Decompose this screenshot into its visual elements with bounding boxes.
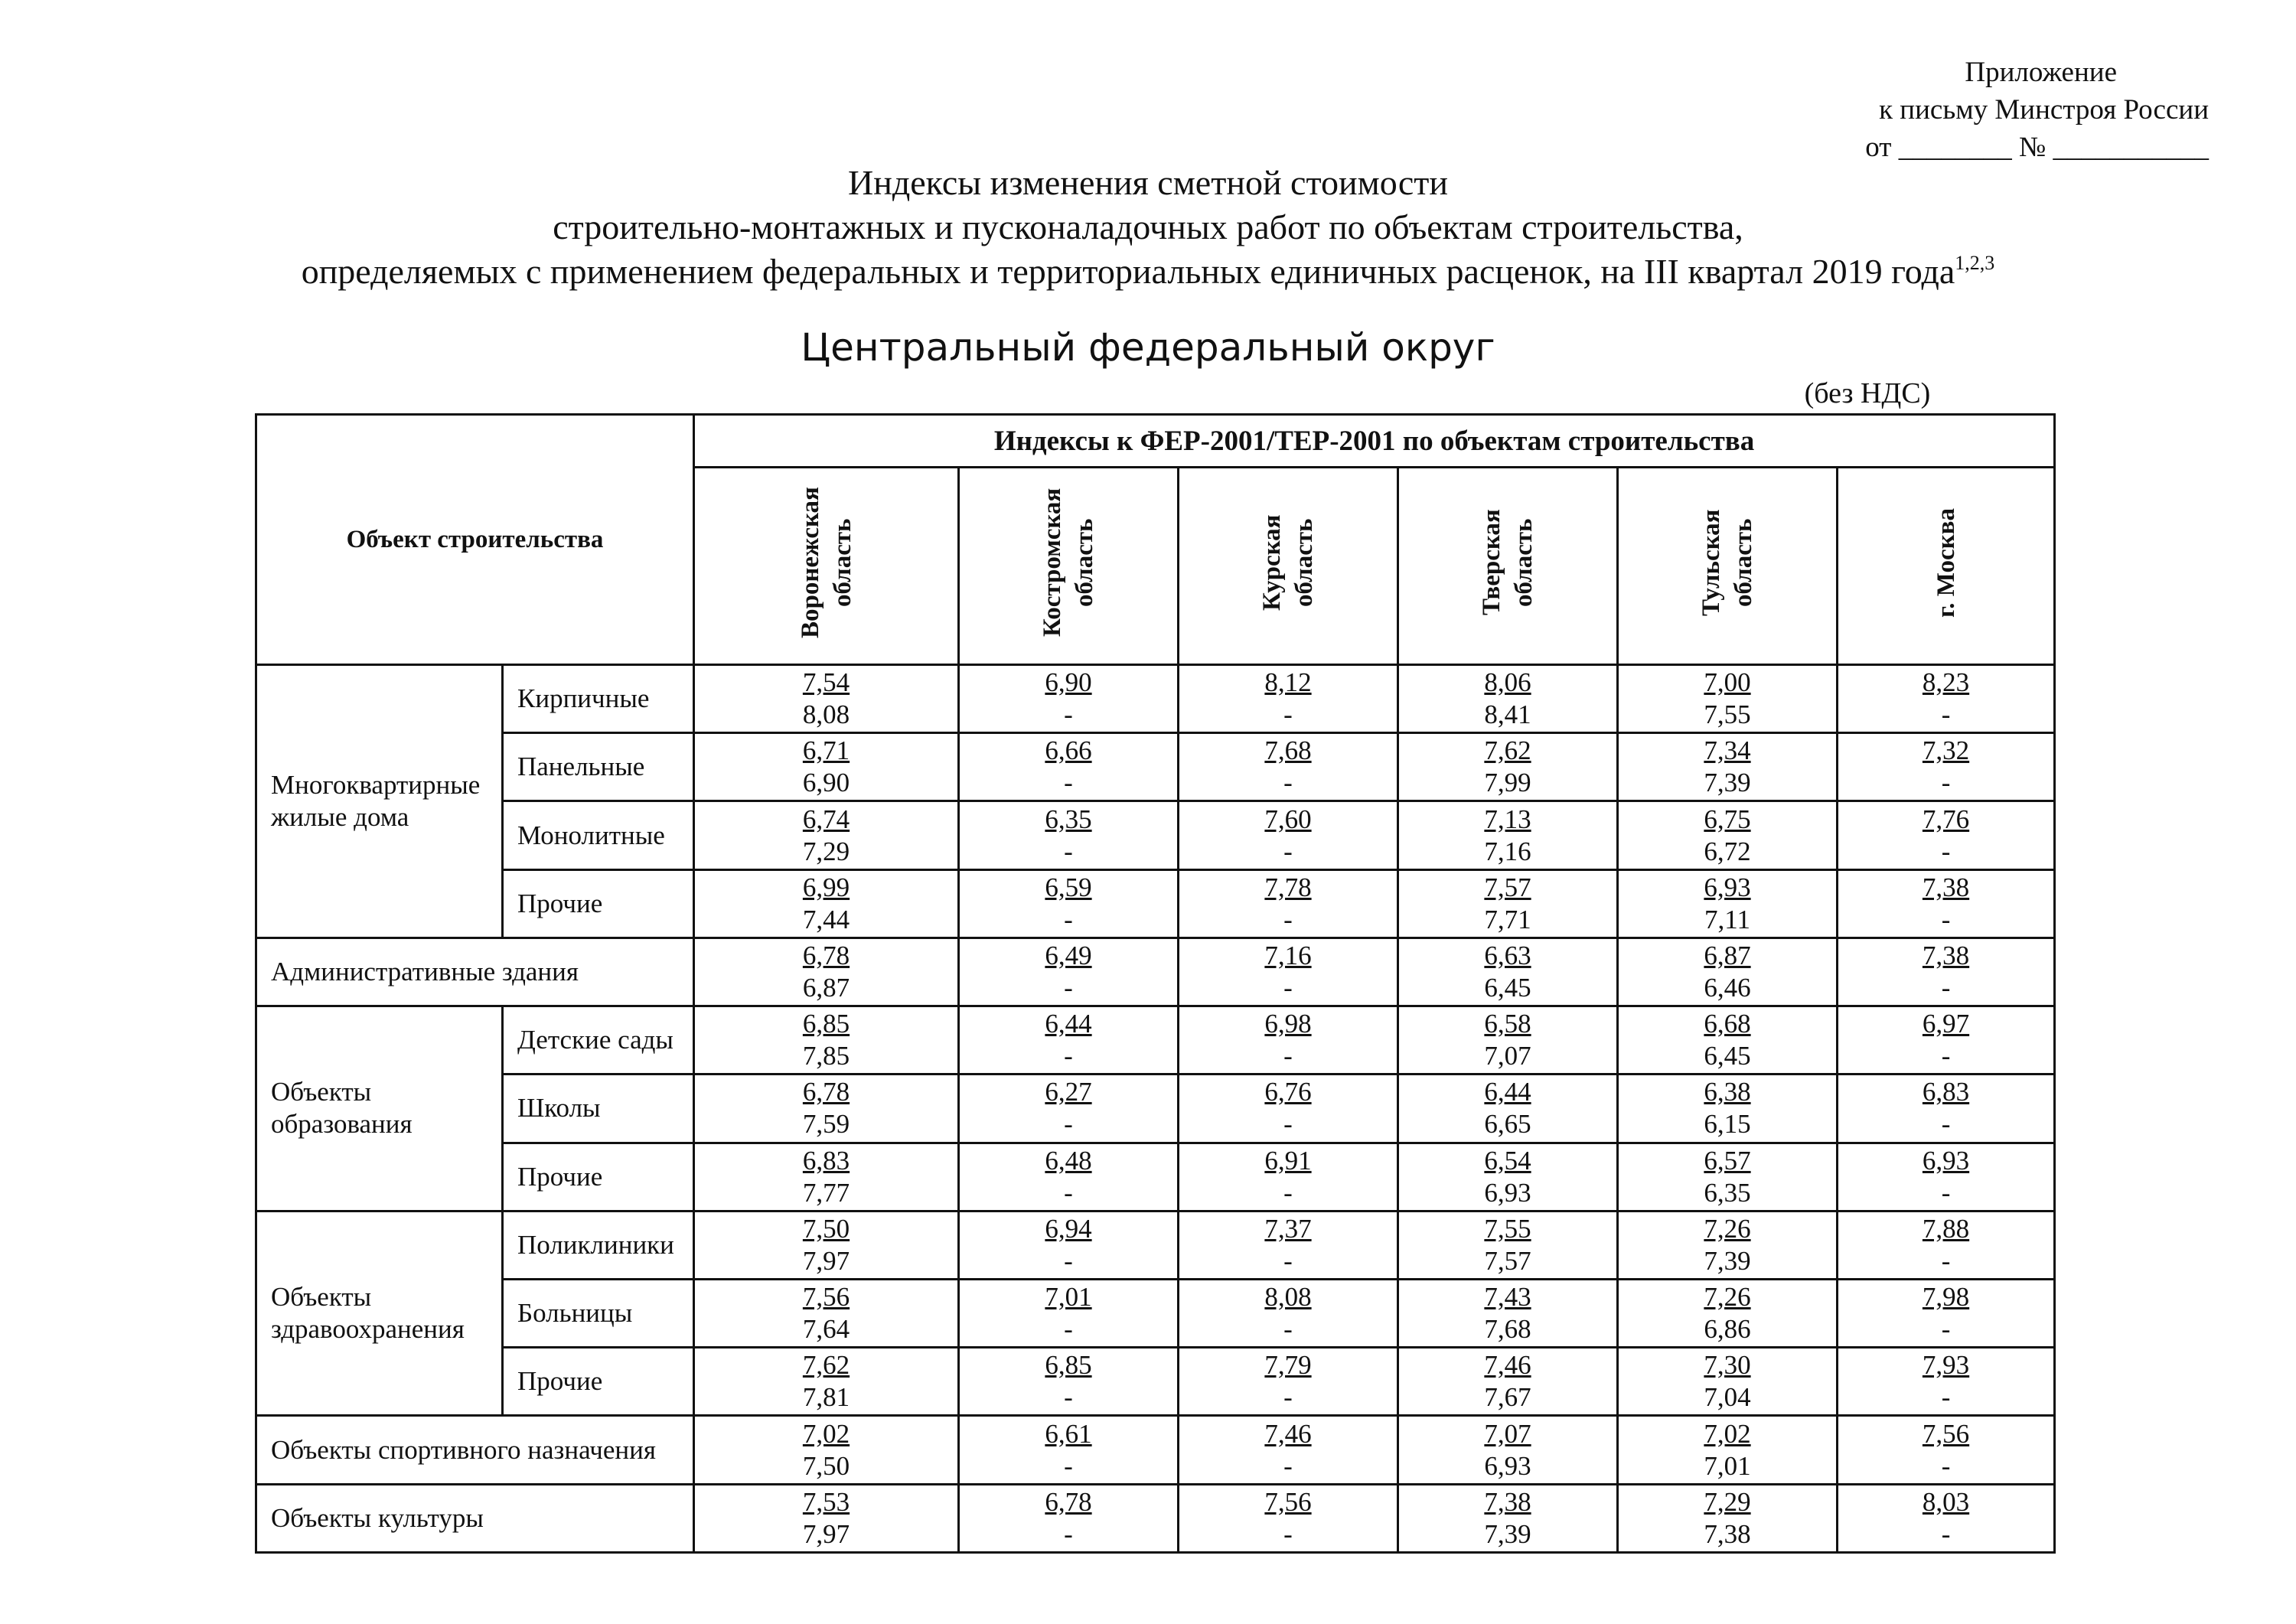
ter-index-value: 7,39 [1704, 768, 1751, 798]
index-value-cell [1179, 938, 1398, 1006]
fer-index-value: 7,62 [1484, 735, 1531, 766]
fer-index-value: 6,57 [1704, 1145, 1751, 1176]
ter-index-value: - [1941, 1109, 1951, 1140]
fer-index-value: 7,54 [802, 667, 850, 698]
title-line-text: определяемых с применением федеральных и территориальных единичных расценок, на III квартал 2019 года [301, 252, 1955, 291]
index-value-cell [1398, 733, 1618, 801]
fer-index-value: 6,83 [1922, 1077, 1970, 1107]
appendix-line: от ________ № ___________ [1865, 132, 2209, 163]
object-group-label: Многоквартирные жилые дома [256, 665, 503, 938]
index-value-cell [1398, 1075, 1618, 1143]
appendix-line: Приложение [1965, 57, 2117, 88]
fer-index-value: 7,46 [1484, 1350, 1531, 1381]
fer-index-value: 6,75 [1704, 804, 1751, 834]
index-value-cell [1179, 1211, 1398, 1279]
table-row [256, 1143, 2055, 1211]
index-value-cell [694, 733, 959, 801]
ter-index-value: - [1064, 1450, 1073, 1481]
fer-index-value: 7,68 [1264, 735, 1312, 766]
index-value-cell [959, 665, 1179, 733]
fer-index-value: 8,08 [1264, 1282, 1312, 1313]
ter-index-value: - [1941, 1382, 1951, 1413]
index-value-cell [959, 733, 1179, 801]
ter-index-value: 7,07 [1484, 1041, 1531, 1071]
index-value-cell [959, 1279, 1179, 1347]
index-value-cell [1838, 665, 2055, 733]
object-group-label: Объекты культуры [256, 1484, 694, 1552]
fer-index-value: 6,44 [1045, 1009, 1092, 1039]
fer-index-value: 6,87 [1704, 940, 1751, 970]
ter-index-value: - [1064, 1245, 1073, 1276]
index-value-cell [1398, 1279, 1618, 1347]
fer-index-value: 8,06 [1484, 667, 1531, 698]
title-line: Индексы изменения сметной стоимости [848, 163, 1448, 202]
fer-index-value: 6,58 [1484, 1009, 1531, 1039]
fer-index-value: 6,98 [1264, 1009, 1312, 1039]
index-value-cell [959, 1006, 1179, 1075]
ter-index-value: - [1283, 972, 1293, 1003]
fer-index-value: 6,85 [802, 1009, 850, 1039]
fer-index-value: 6,78 [1045, 1486, 1092, 1517]
fer-index-value: 6,27 [1045, 1077, 1092, 1107]
ter-index-value: - [1064, 1314, 1073, 1345]
ter-index-value: - [1064, 972, 1073, 1003]
object-subtype-label: Панельные [503, 733, 694, 801]
region-name: Костромская область [1039, 488, 1098, 638]
index-value-cell [1838, 938, 2055, 1006]
table-row [256, 1348, 2055, 1416]
fer-index-value: 7,07 [1484, 1418, 1531, 1449]
index-value-cell [1618, 1484, 1838, 1552]
ter-index-value: 7,97 [802, 1245, 850, 1276]
index-value-cell [1179, 665, 1398, 733]
ter-index-value: 6,65 [1484, 1109, 1531, 1140]
fer-index-value: 7,02 [802, 1418, 850, 1449]
index-value-cell [1398, 938, 1618, 1006]
fer-index-value: 7,60 [1264, 804, 1312, 834]
index-value-cell [1179, 1279, 1398, 1347]
index-value-cell [1179, 869, 1398, 938]
index-value-cell [694, 801, 959, 869]
fer-index-value: 7,56 [1264, 1486, 1312, 1517]
index-value-cell [1179, 1143, 1398, 1211]
fer-index-value: 7,26 [1704, 1282, 1751, 1313]
object-group-label: Объекты образования [256, 1006, 503, 1211]
ter-index-value: 6,45 [1484, 972, 1531, 1003]
ter-index-value: - [1064, 699, 1073, 730]
index-value-cell [1398, 1143, 1618, 1211]
fer-index-value: 6,99 [802, 872, 850, 902]
object-group-label: Административные здания [256, 938, 694, 1006]
index-value-cell [959, 1211, 1179, 1279]
fer-index-value: 6,76 [1264, 1077, 1312, 1107]
fer-index-value: 6,71 [802, 735, 850, 766]
ter-index-value: - [1283, 1177, 1293, 1208]
ter-index-value: 7,16 [1484, 836, 1531, 866]
index-value-cell [1398, 1006, 1618, 1075]
fer-index-value: 6,48 [1045, 1145, 1092, 1176]
ter-index-value: 8,08 [802, 699, 850, 730]
object-subtype-label: Больницы [503, 1279, 694, 1347]
index-value-cell [1618, 1279, 1838, 1347]
fer-index-value: 6,85 [1045, 1350, 1092, 1381]
fer-index-value: 6,61 [1045, 1418, 1092, 1449]
index-value-cell [1618, 1075, 1838, 1143]
fer-index-value: 6,38 [1704, 1077, 1751, 1107]
ter-index-value: - [1283, 699, 1293, 730]
fer-index-value: 7,53 [802, 1486, 850, 1517]
fer-index-value: 7,26 [1704, 1213, 1751, 1244]
table-body [256, 665, 2055, 1553]
index-value-cell [1398, 1416, 1618, 1484]
fer-index-value: 6,35 [1045, 804, 1092, 834]
ter-index-value: - [1064, 1382, 1073, 1413]
fer-index-value: 6,94 [1045, 1213, 1092, 1244]
index-value-cell [694, 1006, 959, 1075]
fer-index-value: 7,32 [1922, 735, 1970, 766]
region-column-header [694, 468, 959, 665]
index-value-cell [694, 938, 959, 1006]
title-line: строительно-монтажных и пусконаладочных работ по объектам строительства, [553, 207, 1743, 246]
fer-index-value: 6,59 [1045, 872, 1092, 902]
ter-index-value: - [1283, 836, 1293, 866]
table-row [256, 733, 2055, 801]
fer-index-value: 7,13 [1484, 804, 1531, 834]
ter-index-value: 6,86 [1704, 1314, 1751, 1345]
index-value-cell [959, 1416, 1179, 1484]
index-value-cell [959, 801, 1179, 869]
index-value-cell [959, 1075, 1179, 1143]
index-value-cell [1618, 869, 1838, 938]
title-line [0, 249, 2296, 294]
index-value-cell [694, 1348, 959, 1416]
table-row [256, 1075, 2055, 1143]
footnote-marks: 1,2,3 [1955, 252, 1995, 274]
table-row [256, 869, 2055, 938]
table-row [256, 1484, 2055, 1552]
ter-index-value: - [1283, 1245, 1293, 1276]
index-value-cell [959, 1143, 1179, 1211]
object-group-label: Объекты здравоохранения [256, 1211, 503, 1416]
index-value-cell [1618, 1211, 1838, 1279]
fer-index-value: 6,54 [1484, 1145, 1531, 1176]
ter-index-value: 6,46 [1704, 972, 1751, 1003]
ter-index-value: 7,97 [802, 1518, 850, 1549]
ter-index-value: - [1941, 836, 1951, 866]
ter-index-value: - [1941, 972, 1951, 1003]
index-value-cell [1398, 801, 1618, 869]
index-value-cell [1838, 1348, 2055, 1416]
ter-index-value: 7,77 [802, 1177, 850, 1208]
ter-index-value: 7,59 [802, 1109, 850, 1140]
index-value-cell [1838, 1006, 2055, 1075]
index-value-cell [694, 1279, 959, 1347]
index-value-cell [1179, 1348, 1398, 1416]
fer-index-value: 7,34 [1704, 735, 1751, 766]
fer-index-value: 6,93 [1704, 872, 1751, 902]
index-value-cell [959, 1348, 1179, 1416]
ter-index-value: - [1941, 1314, 1951, 1345]
object-header: Объект строительства [256, 415, 694, 665]
ter-index-value: 7,99 [1484, 768, 1531, 798]
ter-index-value: 7,85 [802, 1041, 850, 1071]
ter-index-value: 6,87 [802, 972, 850, 1003]
ter-index-value: 7,68 [1484, 1314, 1531, 1345]
object-group-label: Объекты спортивного назначения [256, 1416, 694, 1484]
fer-index-value: 7,76 [1922, 804, 1970, 834]
ter-index-value: 6,35 [1704, 1177, 1751, 1208]
ter-index-value: - [1283, 1450, 1293, 1481]
ter-index-value: 6,93 [1484, 1177, 1531, 1208]
index-value-cell [694, 1075, 959, 1143]
index-value-cell [1398, 1484, 1618, 1552]
index-value-cell [1838, 1279, 2055, 1347]
fer-index-value: 7,46 [1264, 1418, 1312, 1449]
ter-index-value: 7,50 [802, 1450, 850, 1481]
ter-index-value: - [1283, 1314, 1293, 1345]
fer-index-value: 6,93 [1922, 1145, 1970, 1176]
index-value-cell [694, 1143, 959, 1211]
index-value-cell [1179, 1006, 1398, 1075]
ter-index-value: - [1941, 699, 1951, 730]
region-column-header [1618, 468, 1838, 665]
ter-index-value: 6,72 [1704, 836, 1751, 866]
region-name: Воронежская область [796, 487, 856, 638]
object-subtype-label: Поликлиники [503, 1211, 694, 1279]
index-value-cell [1179, 801, 1398, 869]
ter-index-value: 7,64 [802, 1314, 850, 1345]
ter-index-value: - [1283, 1041, 1293, 1071]
fer-index-value: 7,38 [1484, 1486, 1531, 1517]
index-value-cell [1398, 665, 1618, 733]
fer-index-value: 7,98 [1922, 1282, 1970, 1313]
region-column-header [1398, 468, 1618, 665]
object-subtype-label: Прочие [503, 1143, 694, 1211]
index-value-cell [1838, 801, 2055, 869]
index-header: Индексы к ФЕР-2001/ТЕР-2001 по объектам строительства [694, 415, 2055, 468]
index-value-cell [1618, 1348, 1838, 1416]
fer-index-value: 7,37 [1264, 1213, 1312, 1244]
table-row [256, 938, 2055, 1006]
ter-index-value: 7,04 [1704, 1382, 1751, 1413]
appendix-header [1780, 54, 2209, 166]
fer-index-value: 7,43 [1484, 1282, 1531, 1313]
index-value-cell [1618, 1143, 1838, 1211]
fer-index-value: 6,83 [802, 1145, 850, 1176]
ter-index-value: - [1941, 1518, 1951, 1549]
index-value-cell [694, 665, 959, 733]
ter-index-value: - [1064, 836, 1073, 866]
object-subtype-label: Прочие [503, 1348, 694, 1416]
table-row [256, 1006, 2055, 1075]
ter-index-value: 7,67 [1484, 1382, 1531, 1413]
fer-index-value: 8,23 [1922, 667, 1970, 698]
ter-index-value: - [1941, 1041, 1951, 1071]
fer-index-value: 7,29 [1704, 1486, 1751, 1517]
fer-index-value: 7,38 [1922, 872, 1970, 902]
index-value-cell [1618, 938, 1838, 1006]
district-heading: Центральный федеральный округ [801, 325, 1495, 370]
ter-index-value: - [1064, 1109, 1073, 1140]
fer-index-value: 8,12 [1264, 667, 1312, 698]
region-name: Тульская область [1698, 509, 1757, 616]
fer-index-value: 7,88 [1922, 1213, 1970, 1244]
index-value-cell [959, 938, 1179, 1006]
ter-index-value: 7,71 [1484, 904, 1531, 934]
index-value-cell [1179, 1484, 1398, 1552]
fer-index-value: 7,01 [1045, 1282, 1092, 1313]
index-value-cell [1618, 801, 1838, 869]
table-row [256, 1211, 2055, 1279]
ter-index-value: 6,90 [802, 768, 850, 798]
ter-index-value: - [1283, 1382, 1293, 1413]
fer-index-value: 7,56 [802, 1282, 850, 1313]
fer-index-value: 7,93 [1922, 1350, 1970, 1381]
index-value-cell [1179, 1416, 1398, 1484]
fer-index-value: 7,16 [1264, 940, 1312, 970]
index-value-cell [959, 1484, 1179, 1552]
index-value-cell [694, 1484, 959, 1552]
ter-index-value: 6,93 [1484, 1450, 1531, 1481]
index-value-cell [1618, 1006, 1838, 1075]
ter-index-value: 6,45 [1704, 1041, 1751, 1071]
object-subtype-label: Прочие [503, 869, 694, 938]
ter-index-value: - [1941, 1245, 1951, 1276]
ter-index-value: 6,15 [1704, 1109, 1751, 1140]
object-subtype-label: Детские сады [503, 1006, 694, 1075]
ter-index-value: 7,39 [1484, 1518, 1531, 1549]
table-row [256, 1279, 2055, 1347]
ter-index-value: - [1941, 904, 1951, 934]
ter-index-value: - [1064, 768, 1073, 798]
index-value-cell [1838, 733, 2055, 801]
fer-index-value: 7,78 [1264, 872, 1312, 902]
object-subtype-label: Школы [503, 1075, 694, 1143]
ter-index-value: 7,38 [1704, 1518, 1751, 1549]
index-value-cell [1838, 1211, 2055, 1279]
region-column-header [959, 468, 1179, 665]
index-value-cell [1618, 733, 1838, 801]
fer-index-value: 6,78 [802, 940, 850, 970]
ter-index-value: 7,44 [802, 904, 850, 934]
ter-index-value: 7,29 [802, 836, 850, 866]
region-name: Курская область [1258, 514, 1318, 611]
index-value-cell [1179, 733, 1398, 801]
fer-index-value: 7,57 [1484, 872, 1531, 902]
ter-index-value: - [1941, 1450, 1951, 1481]
ter-index-value: - [1064, 904, 1073, 934]
index-value-cell [1618, 665, 1838, 733]
index-value-cell [694, 1211, 959, 1279]
ter-index-value: 7,81 [802, 1382, 850, 1413]
fer-index-value: 6,49 [1045, 940, 1092, 970]
fer-index-value: 7,02 [1704, 1418, 1751, 1449]
ter-index-value: - [1283, 904, 1293, 934]
fer-index-value: 7,55 [1484, 1213, 1531, 1244]
index-value-cell [1838, 1075, 2055, 1143]
fer-index-value: 7,30 [1704, 1350, 1751, 1381]
index-value-cell [1398, 1211, 1618, 1279]
fer-index-value: 6,63 [1484, 940, 1531, 970]
ter-index-value: - [1941, 1177, 1951, 1208]
ter-index-value: 7,01 [1704, 1450, 1751, 1481]
fer-index-value: 7,38 [1922, 940, 1970, 970]
ter-index-value: 7,11 [1704, 904, 1750, 934]
table-row [256, 1416, 2055, 1484]
region-name: Тверская область [1478, 509, 1538, 616]
ter-index-value: 7,55 [1704, 699, 1751, 730]
ter-index-value: - [1283, 1518, 1293, 1549]
index-value-cell [1838, 1416, 2055, 1484]
fer-index-value: 6,90 [1045, 667, 1092, 698]
table-row [256, 665, 2055, 733]
index-value-cell [959, 869, 1179, 938]
fer-index-value: 6,78 [802, 1077, 850, 1107]
fer-index-value: 7,62 [802, 1350, 850, 1381]
fer-index-value: 6,44 [1484, 1077, 1531, 1107]
ter-index-value: 7,39 [1704, 1245, 1751, 1276]
ter-index-value: 7,57 [1484, 1245, 1531, 1276]
ter-index-value: - [1064, 1518, 1073, 1549]
ter-index-value: - [1283, 768, 1293, 798]
index-value-cell [694, 1416, 959, 1484]
index-value-cell [1398, 1348, 1618, 1416]
fer-index-value: 6,68 [1704, 1009, 1751, 1039]
fer-index-value: 6,74 [802, 804, 850, 834]
index-value-cell [1838, 1143, 2055, 1211]
index-table [255, 413, 2056, 1554]
index-value-cell [1618, 1416, 1838, 1484]
ter-index-value: - [1283, 1109, 1293, 1140]
object-subtype-label: Кирпичные [503, 665, 694, 733]
vat-note: (без НДС) [1804, 377, 1931, 409]
appendix-line: к письму Минстроя России [1879, 94, 2209, 126]
index-value-cell [1179, 1075, 1398, 1143]
region-column-header [1179, 468, 1398, 665]
index-value-cell [1398, 869, 1618, 938]
fer-index-value: 7,50 [802, 1213, 850, 1244]
fer-index-value: 8,03 [1922, 1486, 1970, 1517]
table-row [256, 801, 2055, 869]
fer-index-value: 6,66 [1045, 735, 1092, 766]
ter-index-value: - [1941, 768, 1951, 798]
ter-index-value: - [1064, 1177, 1073, 1208]
region-column-header [1838, 468, 2055, 665]
fer-index-value: 6,91 [1264, 1145, 1312, 1176]
index-value-cell [1838, 1484, 2055, 1552]
ter-index-value: 8,41 [1484, 699, 1531, 730]
fer-index-value: 6,97 [1922, 1009, 1970, 1039]
fer-index-value: 7,00 [1704, 667, 1751, 698]
document-title [0, 161, 2296, 294]
fer-index-value: 7,56 [1922, 1418, 1970, 1449]
ter-index-value: - [1064, 1041, 1073, 1071]
object-subtype-label: Монолитные [503, 801, 694, 869]
region-name: г. Москва [1932, 507, 1960, 618]
fer-index-value: 7,79 [1264, 1350, 1312, 1381]
index-value-cell [694, 869, 959, 938]
index-value-cell [1838, 869, 2055, 938]
